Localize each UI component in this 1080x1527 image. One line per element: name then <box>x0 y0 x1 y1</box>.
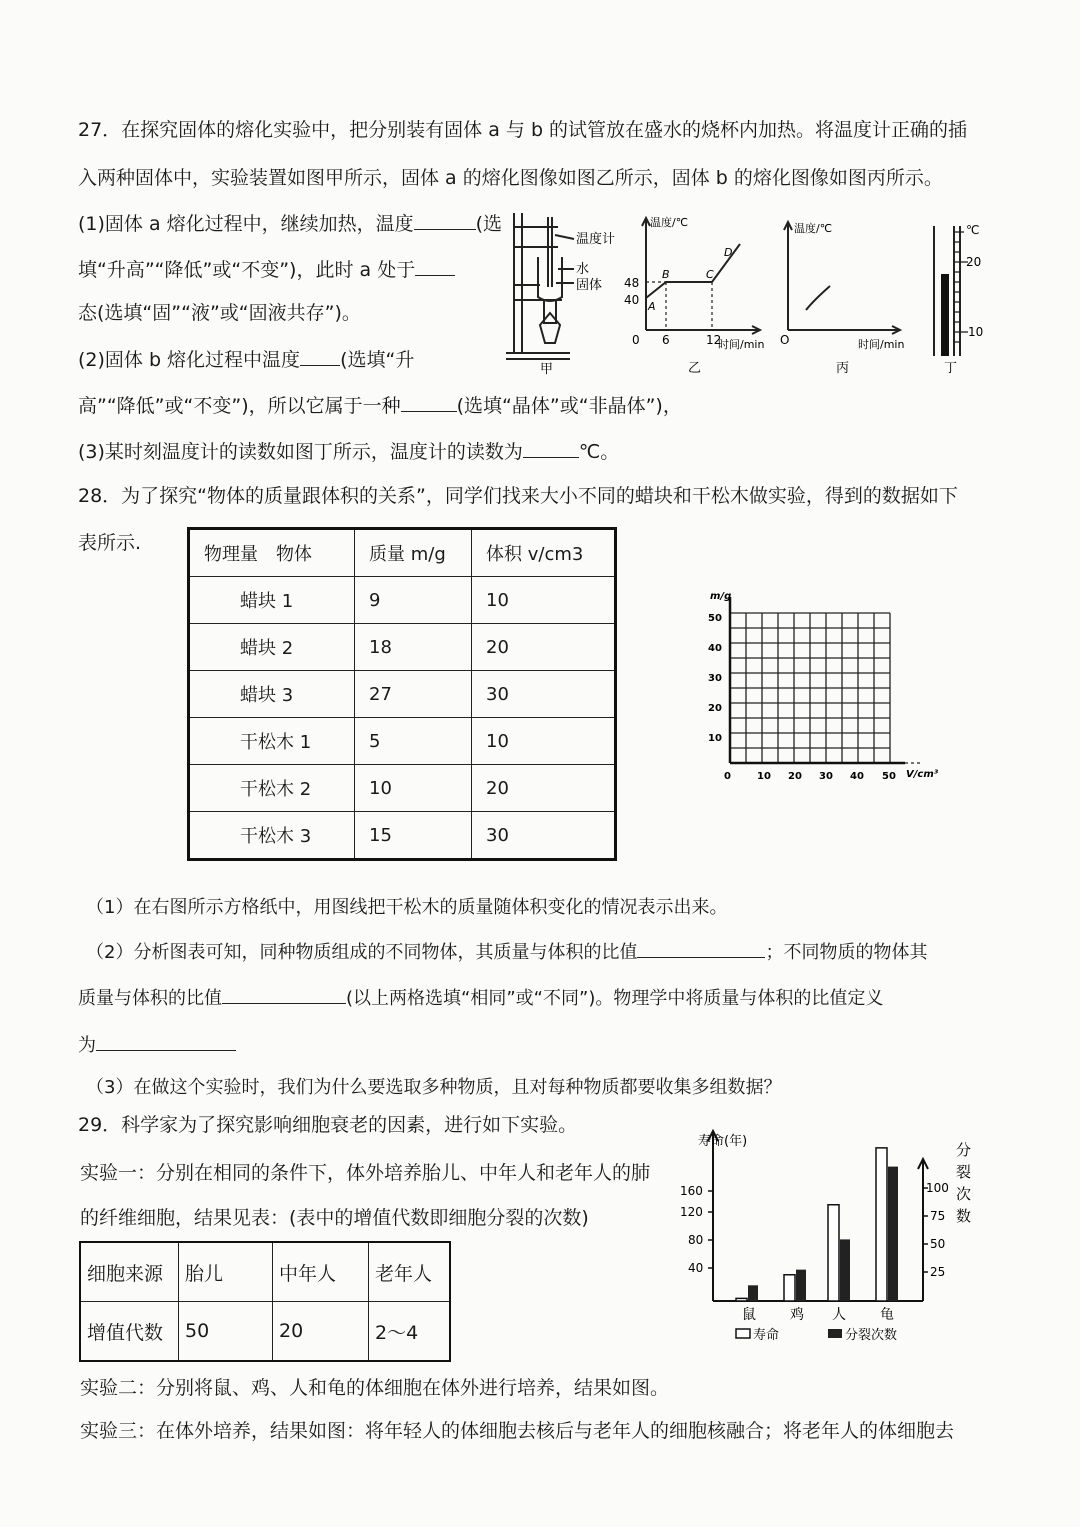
answer-blank[interactable] <box>414 211 476 230</box>
chart-ylabel-right-4: 数 <box>956 1207 972 1225</box>
table-header-row <box>189 529 616 577</box>
table-cell: 20 <box>472 765 616 812</box>
answer-blank[interactable] <box>637 939 765 958</box>
yi-xlabel: 时间/min <box>718 338 765 351</box>
table-row <box>189 812 616 860</box>
table-cell: 细胞来源 <box>80 1242 179 1302</box>
yi-tick-12: 12 <box>706 333 722 347</box>
table-cell: 10 <box>355 765 472 812</box>
table-cell: 15 <box>355 812 472 860</box>
q27-line2: 入两种固体中，实验装置如图甲所示，固体 a 的熔化图像如图乙所示，固体 b 的熔化图像如图丙所示。 <box>78 167 943 189</box>
category-label: 人 <box>832 1307 846 1323</box>
table-cell: 10 <box>472 577 616 624</box>
left-tick: 120 <box>680 1205 703 1219</box>
answer-blank[interactable] <box>96 1032 236 1051</box>
table-row <box>189 624 616 671</box>
solid-label: 固体 <box>576 278 603 293</box>
yi-tick-6: 6 <box>662 333 670 347</box>
ding-tick-10: 10 <box>968 325 984 339</box>
grid-ylabel: m/g <box>710 591 732 602</box>
bar-division-龟 <box>888 1167 898 1301</box>
q27-line1: 27．在探究固体的熔化实验中，把分别装有固体 a 与 b 的试管放在盛水的烧杯内加热。将温度计正确的插 <box>78 119 968 141</box>
table-header-cell: 物理量 物体 <box>189 529 355 577</box>
table-cell: 蜡块 3 <box>189 671 355 718</box>
table-cell: 27 <box>355 671 472 718</box>
grid-xtick: 50 <box>882 771 896 782</box>
grid-ytick: 40 <box>708 643 722 654</box>
cell-division-table <box>79 1241 451 1362</box>
q27-part1-line3: 态(选填“固”“液”或“固液共存”)。 <box>78 302 361 324</box>
apparatus-figure <box>500 205 630 375</box>
table-header-cell: 体积 v/cm3 <box>472 529 616 577</box>
yi-point-a: A <box>648 300 656 313</box>
table-cell: 5 <box>355 718 472 765</box>
q28-sub2-line1: （2）分析图表可知，同种物质组成的不同物体，其质量与体积的比值 ；不同物质的物体其 <box>86 939 927 966</box>
chart-ylabel-left: 寿命(年) <box>698 1134 748 1149</box>
lifespan-division-chart <box>680 1125 990 1355</box>
table-cell: 增值代数 <box>80 1302 179 1362</box>
bing-ylabel: 温度/℃ <box>794 222 833 235</box>
grid-xtick: 0 <box>724 771 731 782</box>
left-tick: 40 <box>688 1261 704 1275</box>
q27-part1-line2: 填“升高”“降低”或“不变”)，此时 a 处于 <box>78 257 455 283</box>
table-row <box>189 671 616 718</box>
q28-sub2-line2: 质量与体积的比值 (以上两格选填“相同”或“不同”)。物理学中将质量与体积的比值定义 <box>78 985 883 1012</box>
chart-ylabel-right-2: 裂 <box>956 1163 972 1181</box>
mercury-column <box>941 274 949 356</box>
q27-part3: (3)某时刻温度计的读数如图丁所示，温度计的读数为 ℃。 <box>78 441 620 463</box>
figure-bing-label: 丙 <box>836 361 850 376</box>
left-tick: 80 <box>688 1233 704 1247</box>
q27-part1-line1: (1)固体 a 熔化过程中，继续加热，温度 (选 <box>78 213 503 235</box>
bar-lifespan-人 <box>828 1205 839 1301</box>
q28-sub1: （1）在右图所示方格纸中，用图线把干松木的质量随体积变化的情况表示出来。 <box>86 897 728 918</box>
chart-ylabel-right-3: 次 <box>956 1185 972 1203</box>
table-cell: 蜡块 2 <box>189 624 355 671</box>
category-label: 龟 <box>880 1307 894 1323</box>
yi-point-c: C <box>706 268 714 281</box>
table-header-cell: 质量 m/g <box>355 529 472 577</box>
q29-exp1-line2: 的纤维细胞，结果见表：(表中的增值代数即细胞分裂的次数) <box>80 1207 589 1229</box>
category-label: 鸡 <box>790 1307 804 1323</box>
left-tick: 160 <box>680 1184 703 1198</box>
q28-sub2-line3: 为 <box>78 1032 236 1059</box>
grid-xtick: 20 <box>788 771 802 782</box>
legend-division: 分裂次数 <box>845 1328 898 1343</box>
right-tick: 100 <box>926 1181 949 1195</box>
yi-ylabel: 温度/℃ <box>650 216 689 229</box>
q27-part2-line2: 高”“降低”或“不变”)，所以它属于一种 (选填“晶体”或“非晶体”)， <box>78 395 682 417</box>
right-tick: 75 <box>930 1209 946 1223</box>
bar-lifespan-鸡 <box>784 1275 795 1301</box>
ding-tick-20: 20 <box>966 255 982 269</box>
water-label: 水 <box>576 262 590 277</box>
q28-sub3: （3）在做这个实验时，我们为什么要选取多种物质，且对每种物质都要收集多组数据？ <box>86 1077 782 1098</box>
table-cell: 蜡块 1 <box>189 577 355 624</box>
melting-graph-b <box>778 212 913 377</box>
mass-volume-table <box>187 527 617 861</box>
grid-ytick: 50 <box>708 613 722 624</box>
bar-division-人 <box>840 1239 850 1301</box>
q29-line1: 29．科学家为了探究影响细胞衰老的因素，进行如下实验。 <box>78 1114 578 1136</box>
chart-ylabel-right-1: 分 <box>956 1141 972 1159</box>
grid-xtick: 40 <box>850 771 864 782</box>
table-cell: 10 <box>472 718 616 765</box>
table-cell: 18 <box>355 624 472 671</box>
table-cell: 干松木 1 <box>189 718 355 765</box>
q28-line2: 表所示. <box>78 532 142 554</box>
right-tick: 50 <box>930 1237 946 1251</box>
grid-xtick: 10 <box>757 771 771 782</box>
right-tick: 25 <box>930 1265 946 1279</box>
q28-line1: 28．为了探究“物体的质量跟体积的关系”，同学们找来大小不同的蜡块和干松木做实验，得到的数据如下 <box>78 485 958 507</box>
table-row <box>80 1302 450 1362</box>
ding-unit: ℃ <box>966 223 980 237</box>
grid-paper[interactable] <box>700 585 950 785</box>
table-cell: 中年人 <box>273 1242 369 1302</box>
yi-tick-40: 40 <box>624 293 640 307</box>
table-cell: 胎儿 <box>179 1242 273 1302</box>
table-row <box>189 718 616 765</box>
bing-origin: O <box>780 333 790 347</box>
melting-graph-a <box>618 212 778 377</box>
category-label: 鼠 <box>742 1307 756 1323</box>
q29-exp1-line1: 实验一：分别在相同的条件下，体外培养胎儿、中年人和老年人的肺 <box>80 1162 651 1184</box>
legend-swatch-life <box>736 1329 750 1338</box>
grid-xlabel: V/cm³ <box>906 769 939 780</box>
table-cell: 20 <box>273 1302 369 1362</box>
yi-tick-48: 48 <box>624 276 640 290</box>
bar-lifespan-龟 <box>876 1148 887 1301</box>
answer-blank[interactable] <box>415 257 455 276</box>
figure-yi-label: 乙 <box>688 361 702 376</box>
answer-blank[interactable] <box>300 347 340 366</box>
bing-xlabel: 时间/min <box>858 338 905 351</box>
table-cell: 干松木 3 <box>189 812 355 860</box>
q27-part2-line1: (2)固体 b 熔化过程中温度 (选填“升 <box>78 349 415 371</box>
table-row <box>189 577 616 624</box>
table-cell: 50 <box>179 1302 273 1362</box>
yi-point-d: D <box>724 246 733 259</box>
figure-jia-label: 甲 <box>540 362 554 375</box>
table-cell: 老年人 <box>369 1242 451 1302</box>
yi-point-b: B <box>662 268 670 281</box>
answer-blank[interactable] <box>401 393 457 412</box>
figure-ding-label: 丁 <box>944 361 958 376</box>
table-cell: 干松木 2 <box>189 765 355 812</box>
bar-lifespan-鼠 <box>736 1298 747 1301</box>
answer-blank[interactable] <box>222 985 346 1004</box>
q29-exp3: 实验三：在体外培养，结果如图：将年轻人的体细胞去核后与老年人的细胞核融合；将老年人的体细胞去 <box>80 1420 955 1442</box>
thermometer-label: 温度计 <box>576 232 616 247</box>
yi-tick-0: 0 <box>632 333 640 347</box>
thermometer-figure <box>928 220 988 380</box>
table-cell: 20 <box>472 624 616 671</box>
table-cell: 2～4 <box>369 1302 451 1362</box>
bar-division-鸡 <box>796 1270 806 1301</box>
legend-swatch-division <box>828 1329 842 1338</box>
table-cell: 30 <box>472 671 616 718</box>
q29-exp2: 实验二：分别将鼠、鸡、人和龟的体细胞在体外进行培养，结果如图。 <box>80 1377 670 1399</box>
grid-ytick: 30 <box>708 673 722 684</box>
legend-life: 寿命 <box>753 1328 780 1343</box>
grid-xtick: 30 <box>819 771 833 782</box>
answer-blank[interactable] <box>523 439 579 458</box>
table-cell: 9 <box>355 577 472 624</box>
grid-ytick: 10 <box>708 733 722 744</box>
bar-division-鼠 <box>748 1285 758 1301</box>
table-row <box>80 1242 450 1302</box>
table-cell: 30 <box>472 812 616 860</box>
grid-ytick: 20 <box>708 703 722 714</box>
table-row <box>189 765 616 812</box>
